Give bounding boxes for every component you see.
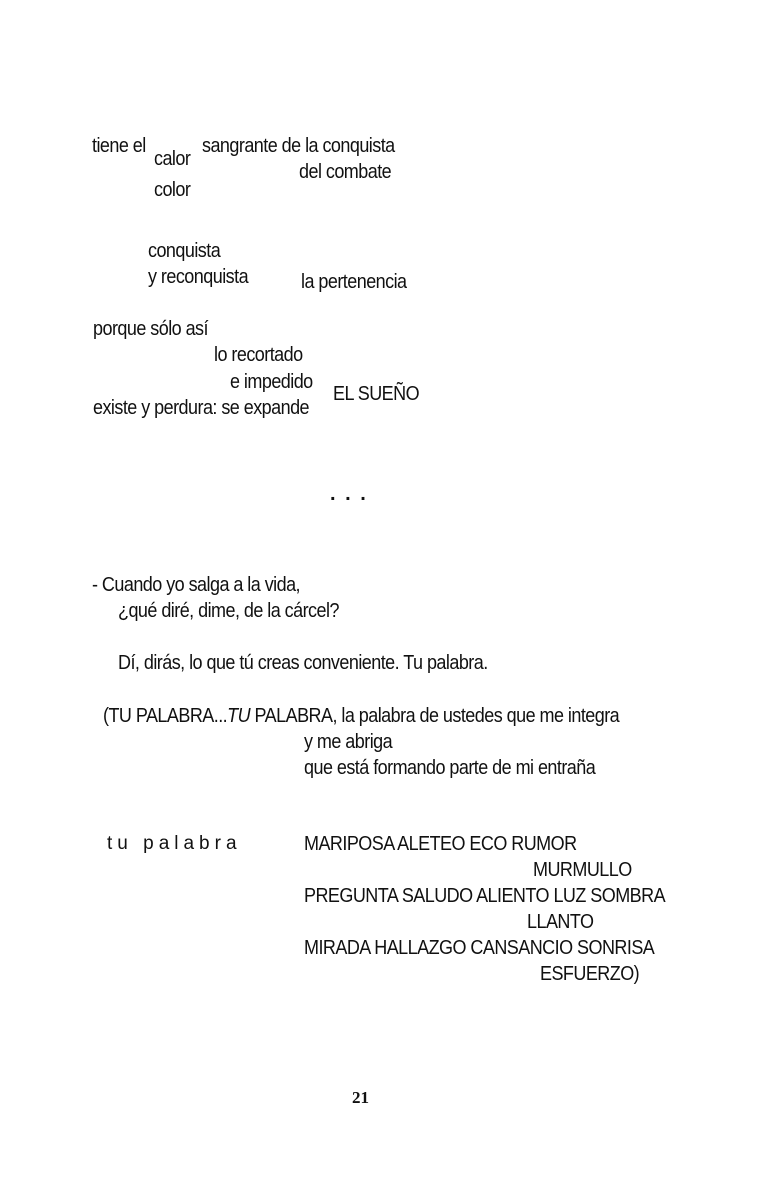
text-tu-palabra: tu palabra: [107, 833, 242, 854]
paren-tu-italic: TU: [227, 705, 251, 727]
text-del-combate: del combate: [299, 161, 392, 183]
list-row-6: ESFUERZO): [540, 963, 640, 985]
paren-line-3: que está formando parte de mi entraña: [304, 757, 596, 779]
text-calor: calor: [154, 148, 191, 170]
text-tiene-el: tiene el: [92, 135, 146, 157]
paren-open: (TU PALABRA...: [103, 705, 228, 727]
list-row-4: LLANTO: [527, 911, 594, 933]
dialogue-line-2: ¿qué diré, dime, de la cárcel?: [118, 600, 339, 622]
list-row-5: MIRADA HALLAZGO CANSANCIO SONRISA: [304, 937, 655, 959]
text-e-impedido: e impedido: [230, 371, 313, 393]
text-y-reconquista: y reconquista: [148, 266, 249, 288]
text-existe: existe y perdura: se expande: [93, 397, 310, 419]
dialogue-line-3: Dí, dirás, lo que tú creas conveniente. Tu palabra.: [118, 652, 488, 674]
ellipsis: . . .: [330, 483, 368, 505]
list-row-2: MURMULLO: [533, 859, 632, 881]
text-color: color: [154, 179, 191, 201]
text-lo-recortado: lo recortado: [214, 344, 303, 366]
text-porque: porque sólo así: [93, 318, 208, 340]
list-row-1: MARIPOSA ALETEO ECO RUMOR: [304, 833, 577, 855]
text-conquista: conquista: [148, 240, 221, 262]
list-row-3: PREGUNTA SALUDO ALIENTO LUZ SOMBRA: [304, 885, 666, 907]
paren-rest: PALABRA, la palabra de ustedes que me integra: [254, 705, 620, 727]
text-la-pertenencia: la pertenencia: [301, 271, 407, 293]
dialogue-line-1: - Cuando yo salga a la vida,: [92, 574, 301, 596]
text-sangrante: sangrante de la conquista: [202, 135, 395, 157]
paren-line-2: y me abriga: [304, 731, 393, 753]
page-number: 21: [352, 1088, 369, 1107]
paren-line-1: [103, 704, 619, 728]
text-el-sueno: EL SUEÑO: [333, 383, 420, 405]
